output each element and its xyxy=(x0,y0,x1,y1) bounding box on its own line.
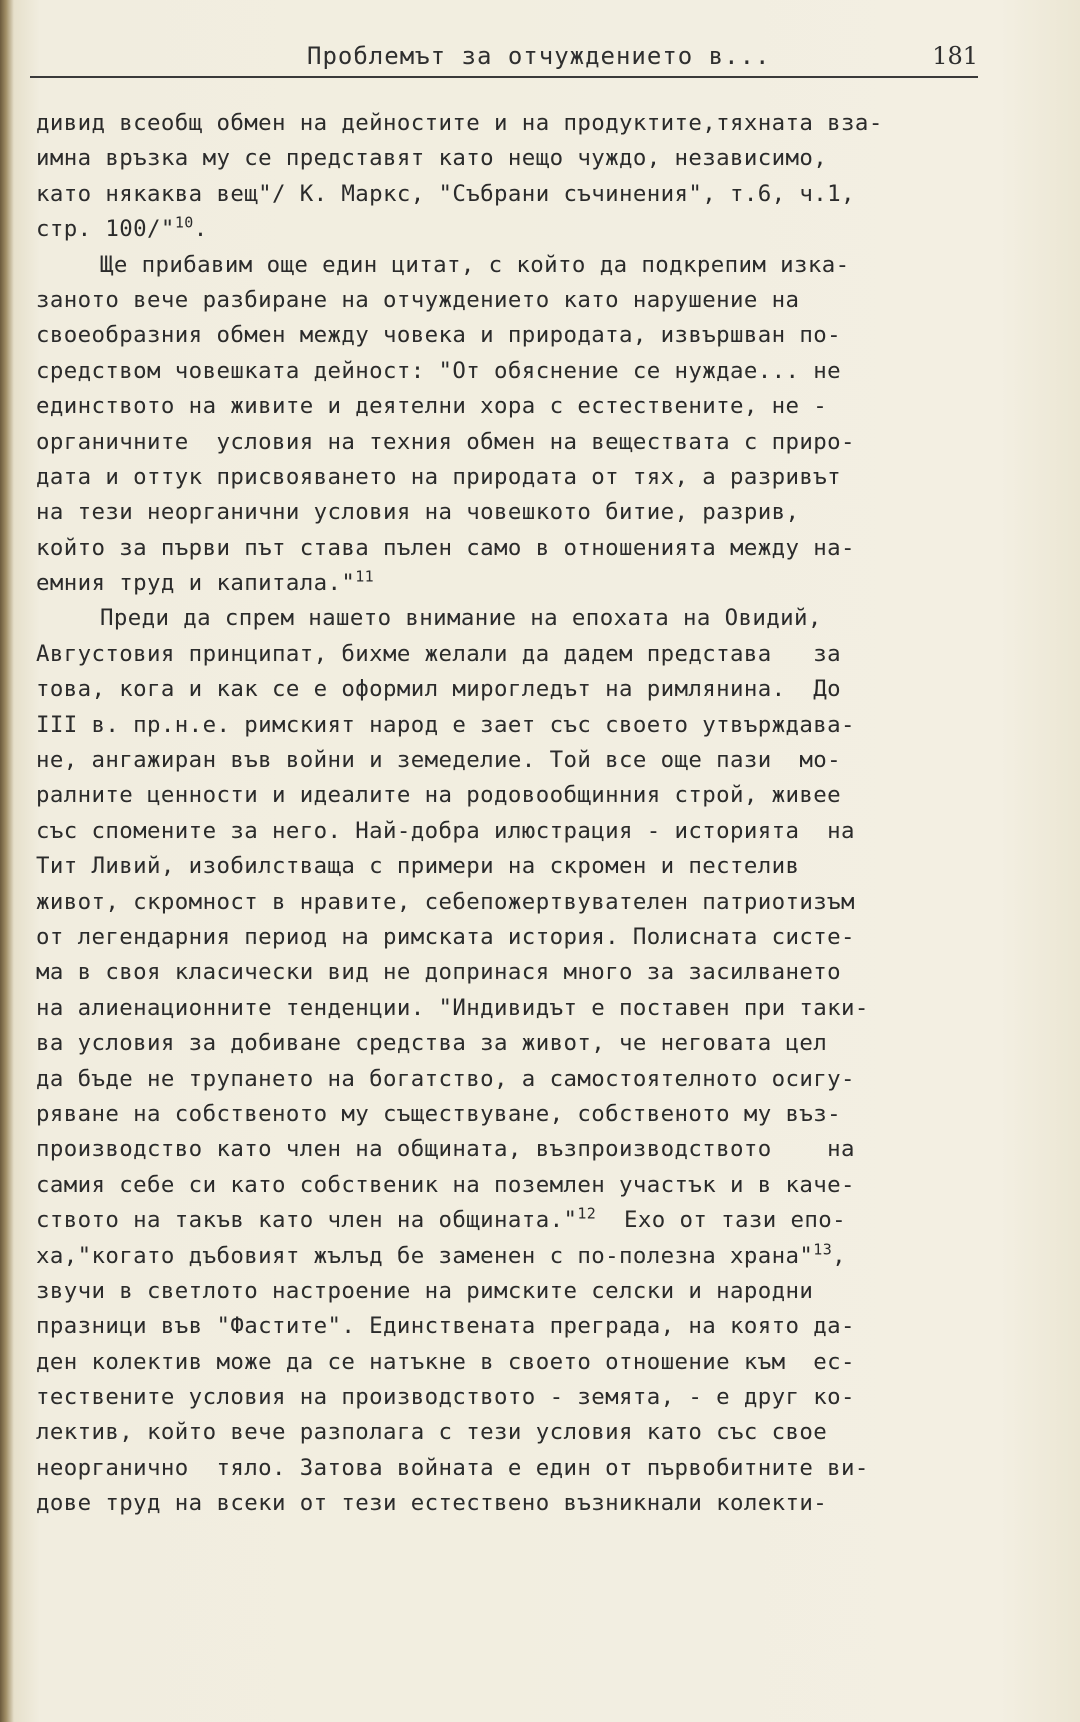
line-text: ралните ценности и идеалите на родовообщинния строй, живее xyxy=(36,782,842,809)
text-line xyxy=(36,531,1006,566)
text-line xyxy=(36,106,1006,141)
line-text: емния труд и капитала." xyxy=(36,570,356,597)
text-line xyxy=(36,778,1006,813)
body-text xyxy=(36,106,1006,1522)
text-line xyxy=(36,955,1006,990)
line-text: на тези неорганични условия на човешкото битие, разрив, xyxy=(36,499,800,526)
line-text: ма в своя класически вид не допринася много за засилването xyxy=(36,959,842,986)
line-text: стр. 100/" xyxy=(36,216,175,243)
text-line xyxy=(36,1451,1006,1486)
text-line xyxy=(36,814,1006,849)
text-line xyxy=(36,1380,1006,1415)
text-line xyxy=(36,885,1006,920)
footnote-reference: 13 xyxy=(813,1240,833,1259)
footnote-reference: 10 xyxy=(174,213,194,232)
line-text-continuation: , xyxy=(832,1242,847,1269)
text-line xyxy=(36,1062,1006,1097)
line-text: ха,"когато дъбовият жълъд бе заменен с по-полезна храна" xyxy=(36,1242,814,1269)
line-text: Тит Ливий, изобилстваща с примери на скромен и пестелив xyxy=(36,853,800,880)
line-text: да бъде не трупането на богатство, а самостоятелното осигу- xyxy=(36,1065,855,1092)
text-line xyxy=(36,920,1006,955)
text-line xyxy=(36,601,1006,636)
line-text: ва условия за добиване средства за живот, че неговата цел xyxy=(36,1030,828,1057)
text-line xyxy=(36,708,1006,743)
text-line xyxy=(36,389,1006,424)
page-header xyxy=(30,40,978,78)
text-line xyxy=(36,1486,1006,1521)
running-title: Проблемът за отчуждението в... xyxy=(307,42,771,70)
text-line xyxy=(36,566,1006,601)
line-text: производство като член на общината, възпроизводството на xyxy=(36,1136,855,1163)
text-line xyxy=(36,177,1006,212)
text-line xyxy=(36,991,1006,1026)
line-text: дове труд на всеки от тези естествено възникнали колекти- xyxy=(36,1490,828,1517)
text-line xyxy=(36,849,1006,884)
line-text: имна връзка му се представят като нещо чуждо, независимо, xyxy=(36,145,828,172)
text-line xyxy=(36,495,1006,530)
line-text: Августовия принципат, бихме желали да дадем представа за xyxy=(36,640,842,667)
line-text: от легендарния период на римската история. Полисната систе- xyxy=(36,923,855,950)
line-text: празници във "Фастите". Единствената преграда, на която да- xyxy=(36,1313,855,1340)
line-text: това, кога и как се е оформил мирогледът на римлянина. До xyxy=(36,676,842,703)
line-text: средством човешката дейност: "От обяснение се нуждае... не xyxy=(36,357,842,384)
text-line xyxy=(36,1274,1006,1309)
line-text: своеобразния обмен между човека и природата, извършван по- xyxy=(36,322,842,349)
text-line xyxy=(36,1415,1006,1450)
text-line xyxy=(36,1132,1006,1167)
text-line xyxy=(36,1345,1006,1380)
line-text: ството на такъв като член на общината." xyxy=(36,1207,578,1234)
text-line xyxy=(36,743,1006,778)
line-text: заното вече разбиране на отчуждението като нарушение на xyxy=(36,286,800,313)
text-line xyxy=(36,1203,1006,1238)
text-line xyxy=(36,318,1006,353)
line-text: единството на живите и деятелни хора с естествените, не - xyxy=(36,393,828,420)
line-text: не, ангажиран във войни и земеделие. Той все още пази мо- xyxy=(36,747,842,774)
line-text: живот, скромност в нравите, себепожертвувателен патриотизъм xyxy=(36,888,855,915)
line-text: Ще прибавим още един цитат, с който да подкрепим изка- xyxy=(100,251,850,278)
text-line xyxy=(36,425,1006,460)
line-text: тествените условия на производството - земята, - е друг ко- xyxy=(36,1384,855,1411)
line-text: III в. пр.н.е. римският народ е зает със своето утвърждава- xyxy=(36,711,855,738)
line-text: дивид всеобщ обмен на дейностите и на продуктите,тяхната вза- xyxy=(36,110,883,136)
text-line xyxy=(36,1309,1006,1344)
text-line xyxy=(36,354,1006,389)
text-line xyxy=(36,141,1006,176)
line-text: като някаква вещ"/ К. Маркс, "Събрани съчинения", т.6, ч.1, xyxy=(36,180,855,207)
text-line xyxy=(36,248,1006,283)
line-text: самия себе си като собственик на поземлен участък и в каче- xyxy=(36,1171,855,1198)
text-line xyxy=(36,283,1006,318)
footnote-reference: 12 xyxy=(577,1204,597,1223)
line-text: ряване на собственото му съществуване, собственото му въз- xyxy=(36,1100,842,1127)
line-text: със спомените за него. Най-добра илюстрация - историята на xyxy=(36,817,855,844)
line-text-continuation: Ехо от тази епо- xyxy=(596,1207,847,1234)
text-line xyxy=(36,672,1006,707)
text-line xyxy=(36,637,1006,672)
line-text: звучи в светлото настроение на римските селски и народни xyxy=(36,1277,814,1304)
line-text: лектив, който вече разполага с тези условия като със свое xyxy=(36,1419,828,1446)
line-text: дата и оттук присвояването на природата от тях, а разривът xyxy=(36,463,842,490)
line-text: неорганично тяло. Затова войната е един от първобитните ви- xyxy=(36,1454,869,1481)
footnote-reference: 11 xyxy=(355,567,375,586)
line-text-continuation: . xyxy=(193,216,208,243)
line-text: Преди да спрем нашето внимание на епохата на Овидий, xyxy=(100,605,822,632)
text-line xyxy=(36,212,1006,247)
text-line xyxy=(36,1097,1006,1132)
line-text: органичните условия на техния обмен на веществата с приро- xyxy=(36,428,855,455)
text-line xyxy=(36,1026,1006,1061)
line-text: ден колектив може да се натъкне в своето отношение към ес- xyxy=(36,1348,855,1375)
page-number: 181 xyxy=(932,42,978,70)
text-line xyxy=(36,460,1006,495)
line-text: на алиенационните тенденции. "Индивидът е поставен при таки- xyxy=(36,994,869,1021)
text-line xyxy=(36,1168,1006,1203)
text-line xyxy=(36,1239,1006,1274)
line-text: който за първи път става пълен само в отношенията между на- xyxy=(36,534,855,561)
